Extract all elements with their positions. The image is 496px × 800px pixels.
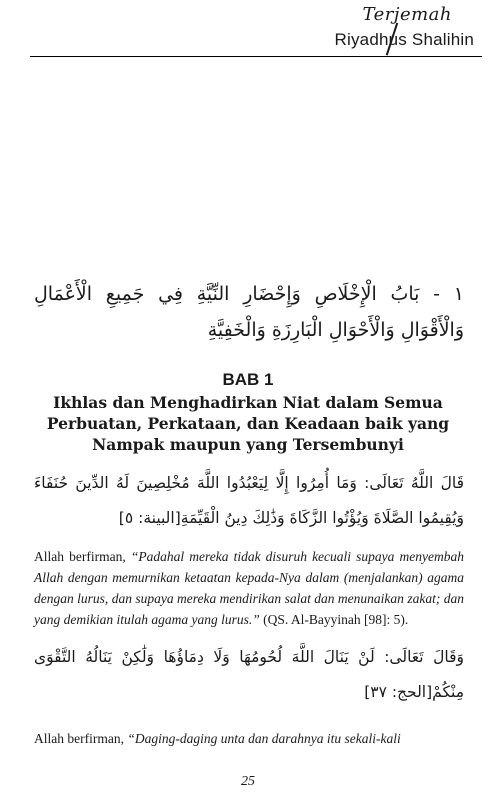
chapter-arabic-title: ١ - بَابُ الْإِخْلَاصِ وَإِحْضَارِ النِّيَّةِ فِي جَمِيعِ الْأَعْمَالِ وَالْأَقْوَالِ وَالْأَحْوَالِ الْبَارِزَةِ وَالْخَفِيَّةِ <box>34 283 464 341</box>
verse2-intro: Allah berfirman, <box>34 731 128 746</box>
page-number: 25 <box>241 774 255 789</box>
chapter-title: Ikhlas dan Menghadirkan Niat dalam Semua Perbuatan, Perkataan, dan Keadaan baik yang Nampak maupun yang Tersembunyi <box>46 393 450 454</box>
header-title-terjemah: Terjemah <box>362 4 452 25</box>
verse1-reference: (QS. Al-Bayyinah [98]: 5). <box>259 612 409 627</box>
verse1-intro: Allah berfirman, <box>34 549 131 564</box>
verse1-translation-paragraph <box>34 546 464 630</box>
header-rule <box>30 56 482 57</box>
verse2-translation-paragraph <box>34 728 464 749</box>
header-title-book: Riyadhus Shalihin <box>334 30 474 49</box>
verse1-translation: “Padahal mereka tidak disuruh kecuali supaya menyembah Allah dengan memurnikan ketaatan kepada-Nya dalam (menjalankan) agama dengan lurus, dan supaya mereka mendirikan salat dan menunaikan zakat; dan yang demikian itulah agama yang lurus.” <box>34 549 465 627</box>
chapter-label: BAB 1 <box>222 370 274 389</box>
verse2-translation: “Daging-daging unta dan darahnya itu sekali-kali <box>127 731 401 746</box>
verse1-arabic: قَالَ اللَّهُ تَعَالَى: وَمَا أُمِرُوا إِلَّا لِيَعْبُدُوا اللَّهَ مُخْلِصِينَ لَهُ الدِّينَ حُنَفَاءَ وَيُقِيمُوا الصَّلَاةَ وَيُؤْتُوا الزَّكَاةَ وَذَٰلِكَ دِينُ الْقَيِّمَةِ[البينة: ٥] <box>34 474 464 527</box>
running-header <box>288 4 488 54</box>
verse2-arabic: وَقَالَ تَعَالَى: لَنْ يَنَالَ اللَّهَ لُحُومُهَا وَلَا دِمَاؤُهَا وَلَٰكِنْ يَنَالُهُ التَّقْوَى مِنْكُمْ[الحج: ٣٧] <box>34 648 464 701</box>
